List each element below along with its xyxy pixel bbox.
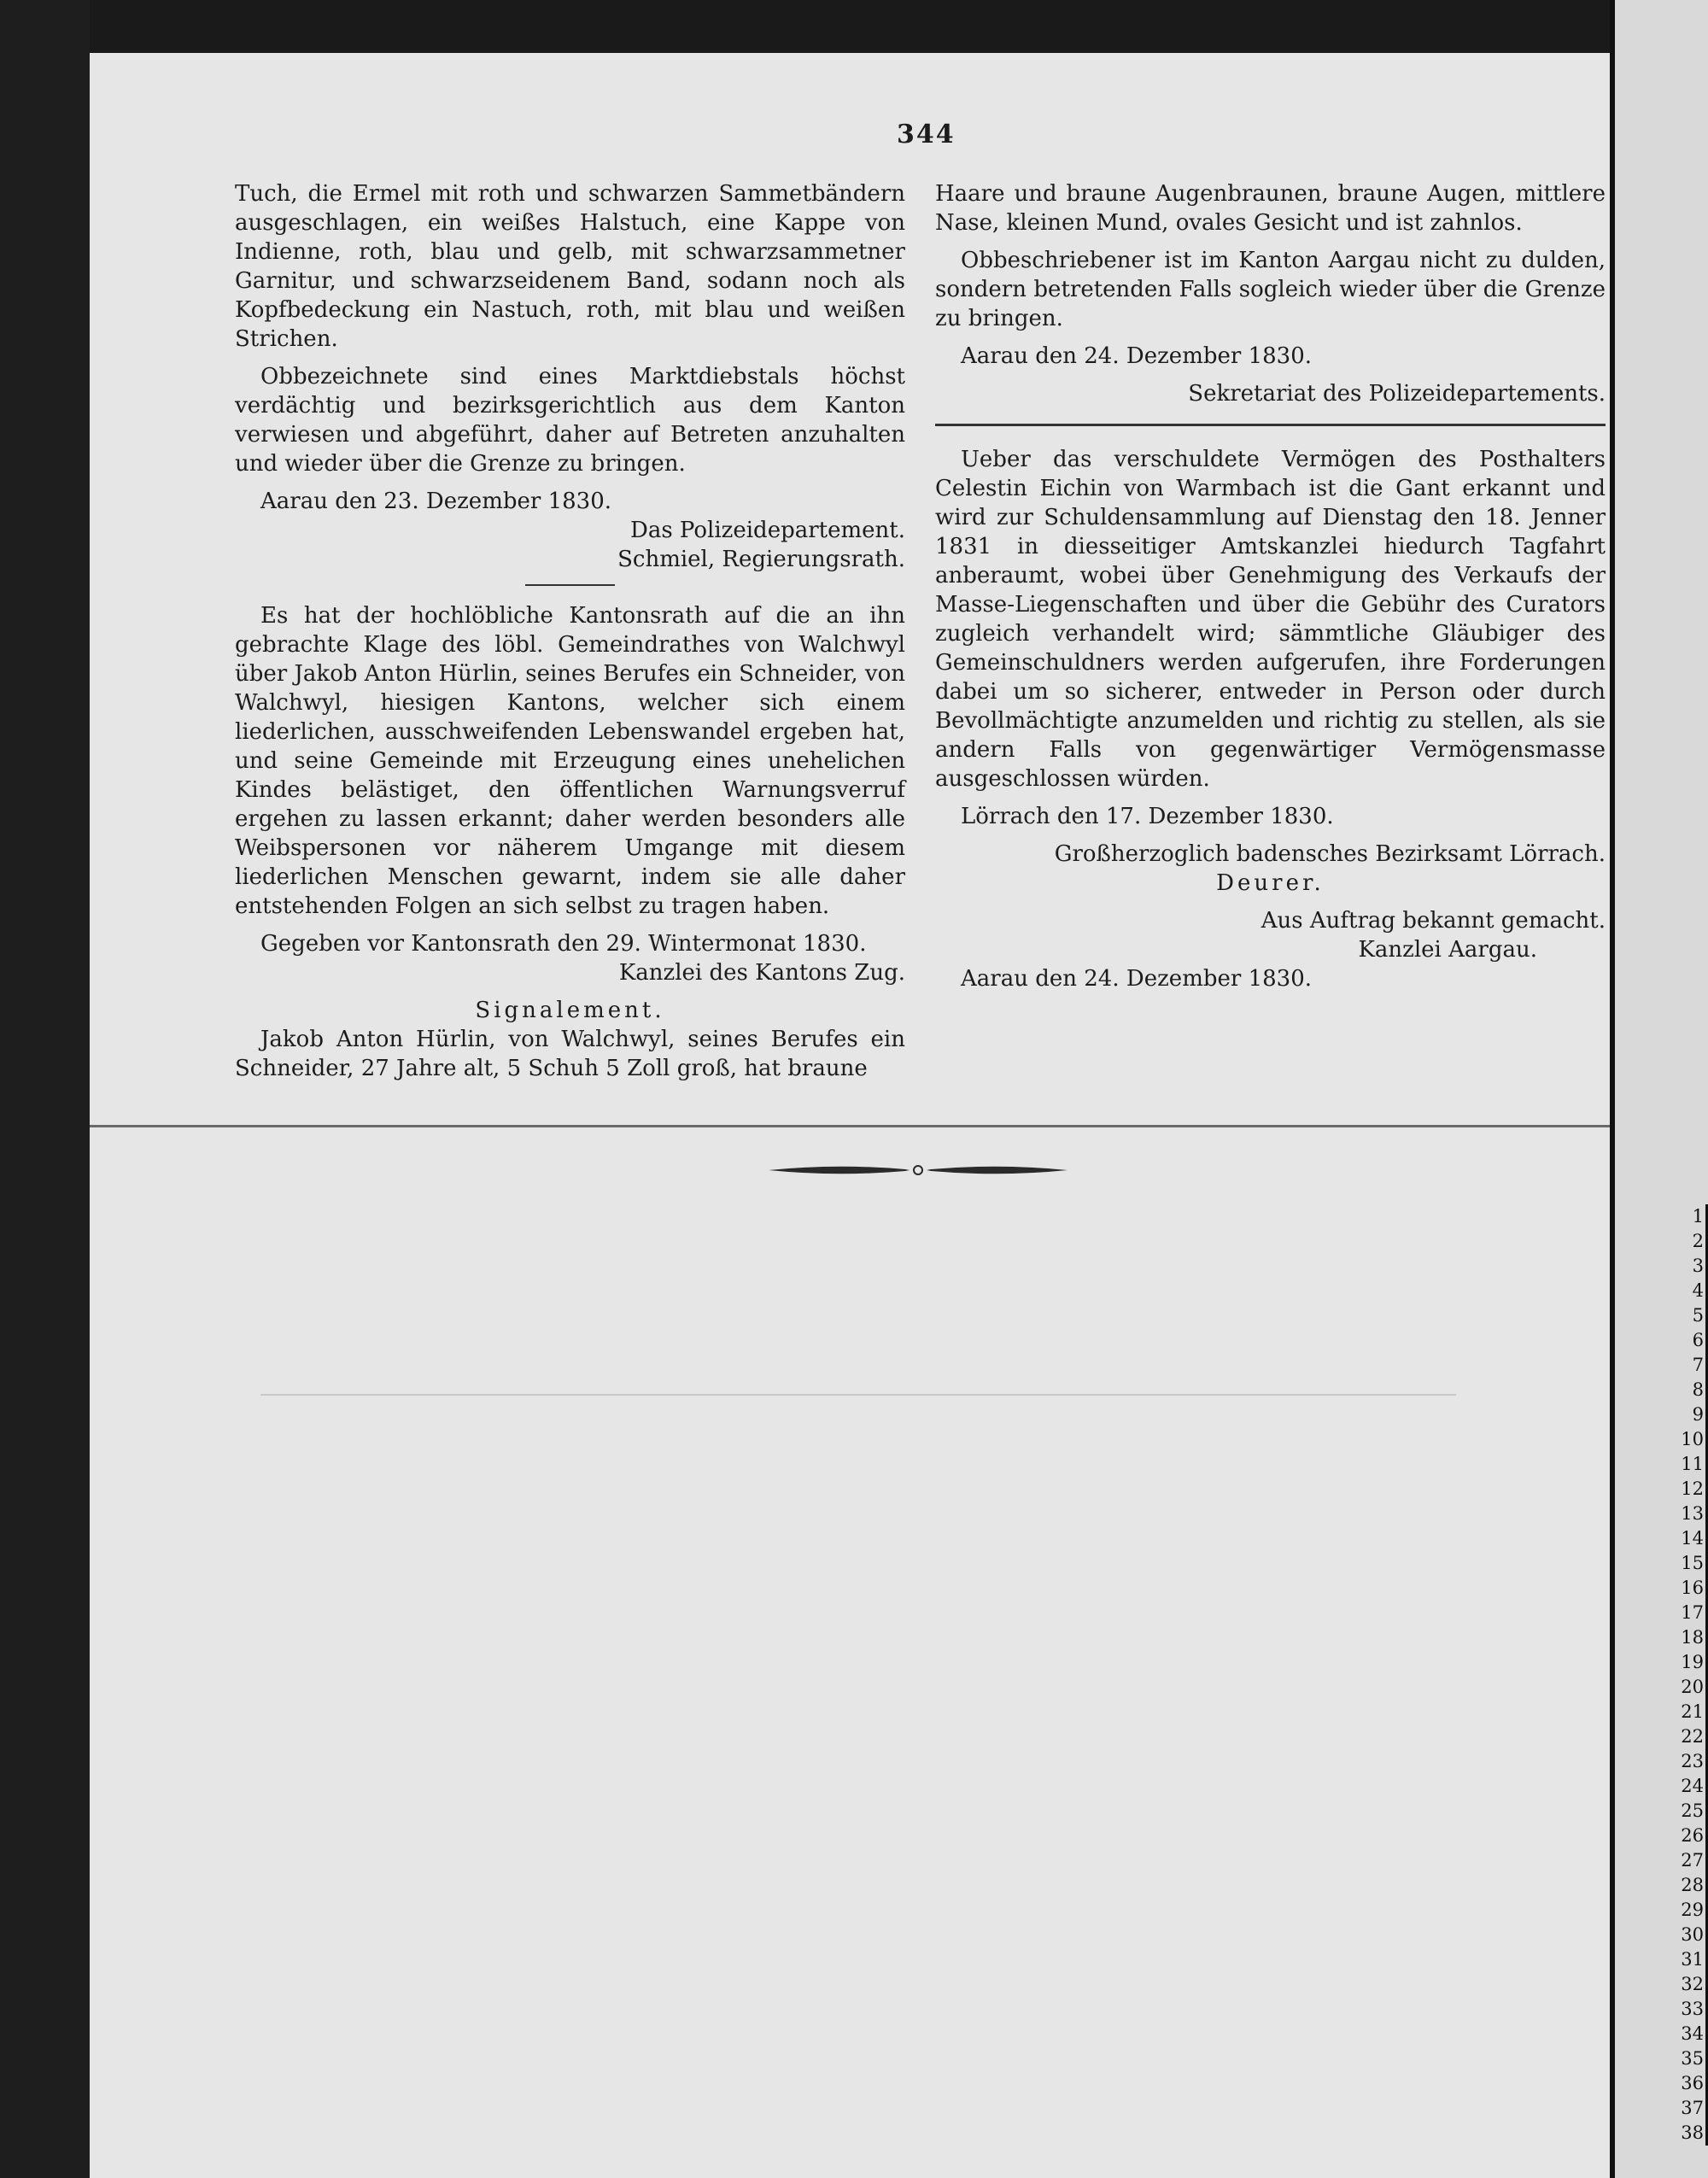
margin-line-number: 21: [1674, 1700, 1708, 1724]
signature-line: Großherzoglich badensches Bezirksamt Lörrach.: [1054, 841, 1606, 867]
margin-line-number: 35: [1674, 2046, 1708, 2071]
right-column: [935, 179, 1606, 993]
margin-line-number: 19: [1674, 1650, 1708, 1675]
paragraph: Haare und braune Augenbraunen, braune Augen, mittlere Nase, kleinen Mund, ovales Gesicht und ist zahnlos.: [935, 181, 1606, 236]
page-number: 344: [897, 120, 956, 149]
date-line: Aarau den 24. Dezember 1830.: [961, 966, 1312, 992]
margin-line-number: 3: [1674, 1254, 1708, 1279]
margin-line-number: 9: [1674, 1402, 1708, 1427]
margin-line-number: 15: [1674, 1551, 1708, 1576]
left-column: [235, 179, 905, 1083]
signature-line: Schmiel, Regierungsrath.: [617, 547, 905, 572]
margin-line-number: 2: [1674, 1229, 1708, 1254]
margin-line-number: 23: [1674, 1749, 1708, 1774]
margin-line-number: 36: [1674, 2071, 1708, 2096]
paragraph: Jakob Anton Hürlin, von Walchwyl, seines Berufes ein Schneider, 27 Jahre alt, 5 Schuh 5 Zoll groß, hat braune: [235, 1027, 905, 1081]
margin-line-number: 37: [1674, 2096, 1708, 2121]
section-heading: Signalement.: [475, 998, 665, 1023]
margin-line-number: 32: [1674, 1972, 1708, 1997]
margin-line-number: 17: [1674, 1601, 1708, 1625]
faint-rule: [260, 1394, 1456, 1396]
paragraph: Tuch, die Ermel mit roth und schwarzen Sammetbändern ausgeschlagen, ein weißes Halstuch, eine Kappe von Indienne, roth, blau und gelb, mit schwarzsammetner Garnitur, und schwarzseidenem Band, sodann noch als Kopfbedeckung ein Nastuch, roth, mit blau und weißen Strichen.: [235, 181, 905, 352]
margin-line-number: 18: [1674, 1625, 1708, 1650]
signature-line: Kanzlei des Kantons Zug.: [618, 960, 905, 986]
margin-line-number: 11: [1674, 1452, 1708, 1477]
margin-line-number: 24: [1674, 1774, 1708, 1799]
date-line: Gegeben vor Kantonsrath den 29. Wintermonat 1830.: [260, 931, 867, 957]
margin-line-number: 22: [1674, 1724, 1708, 1749]
margin-line-number: 4: [1674, 1279, 1708, 1303]
margin-line-number: 38: [1674, 2121, 1708, 2146]
divider: [525, 584, 615, 586]
margin-line-number: 1: [1674, 1204, 1708, 1229]
signature-line: Das Polizeidepartement.: [629, 518, 905, 543]
date-line: Lörrach den 17. Dezember 1830.: [961, 804, 1334, 829]
date-line: Aarau den 23. Dezember 1830.: [260, 489, 611, 514]
margin-line-number: 25: [1674, 1799, 1708, 1824]
margin-line-number: 16: [1674, 1576, 1708, 1601]
margin-line-number: 26: [1674, 1824, 1708, 1848]
signature-line: Sekretariat des Polizeidepartements.: [1188, 381, 1606, 407]
margin-line-number: 7: [1674, 1353, 1708, 1378]
signature-line: Kanzlei Aargau.: [1358, 937, 1537, 963]
divider: [935, 424, 1606, 426]
paragraph: Ueber das verschuldete Vermögen des Posthalters Celestin Eichin von Warmbach ist die Gant erkannt und wird zur Schuldensammlung auf Dienstag den 18. Jenner 1831 in diesseitiger Amtskanzlei hiedurch Tagfahrt anberaumt, wobei über Genehmigung des Verkaufs der Masse-Liegenschaften und über die Gebühr des Curators zugleich verhandelt wird; sämmtliche Gläubiger des Gemeinschuldners werden aufgerufen, ihre Forderungen dabei um so sicherer, entweder in Person oder durch Bevollmächtigte anzumelden und richtig zu stellen, als sie andern Falls von gegenwärtiger Vermögensmasse ausgeschlossen würden.: [935, 447, 1606, 792]
margin-line-number: 10: [1674, 1427, 1708, 1452]
margin-line-number: 5: [1674, 1303, 1708, 1328]
paragraph: Obbeschriebener ist im Kanton Aargau nicht zu dulden, sondern betretenden Falls sogleich wieder über die Grenze zu bringen.: [935, 248, 1606, 331]
margin-line-number: 6: [1674, 1328, 1708, 1353]
date-line: Aarau den 24. Dezember 1830.: [961, 343, 1312, 369]
margin-line-number: 31: [1674, 1947, 1708, 1972]
margin-line-number: 14: [1674, 1526, 1708, 1551]
margin-line-number: 20: [1674, 1675, 1708, 1700]
margin-line-numbers: [1674, 1204, 1708, 2146]
margin-line-number: 12: [1674, 1477, 1708, 1502]
paragraph: Es hat der hochlöbliche Kantonsrath auf die an ihn gebrachte Klage des löbl. Gemeindrathes von Walchwyl über Jakob Anton Hürlin, seines Berufes ein Schneider, von Walchwyl, hiesigen Kantons, welcher sich einem liederlichen, ausschweifenden Lebenswandel ergeben hat, und seine Gemeinde mit Erzeugung eines unehelichen Kindes belästiget, den öffentlichen Warnungsverruf ergehen zu lassen erkannt; daher werden besonders alle Weibspersonen vor näherem Umgange mit diesem liederlichen Menschen gewarnt, indem sie alle daher entstehenden Folgen an sich selbst zu tragen haben.: [235, 603, 905, 919]
margin-line-number: 13: [1674, 1502, 1708, 1526]
margin-line-number: 33: [1674, 1997, 1708, 2022]
signature-line: Aus Auftrag bekannt gemacht.: [1261, 908, 1606, 934]
margin-line-number: 30: [1674, 1923, 1708, 1947]
margin-line-number: 28: [1674, 1873, 1708, 1898]
margin-line-number: 34: [1674, 2022, 1708, 2046]
page-fold-line: [90, 1125, 1618, 1127]
margin-line-number: 27: [1674, 1848, 1708, 1873]
scan-border-left: [0, 0, 90, 2178]
margin-line-number: 8: [1674, 1378, 1708, 1402]
ornament-divider: [769, 1162, 1068, 1179]
signature-line: Deurer.: [1216, 870, 1325, 896]
margin-line-number: 29: [1674, 1898, 1708, 1923]
paragraph: Obbezeichnete sind eines Marktdiebstals höchst verdächtig und bezirksgerichtlich aus dem Kanton verwiesen und abgeführt, daher auf Betreten anzuhalten und wieder über die Grenze zu bringen.: [235, 364, 905, 477]
